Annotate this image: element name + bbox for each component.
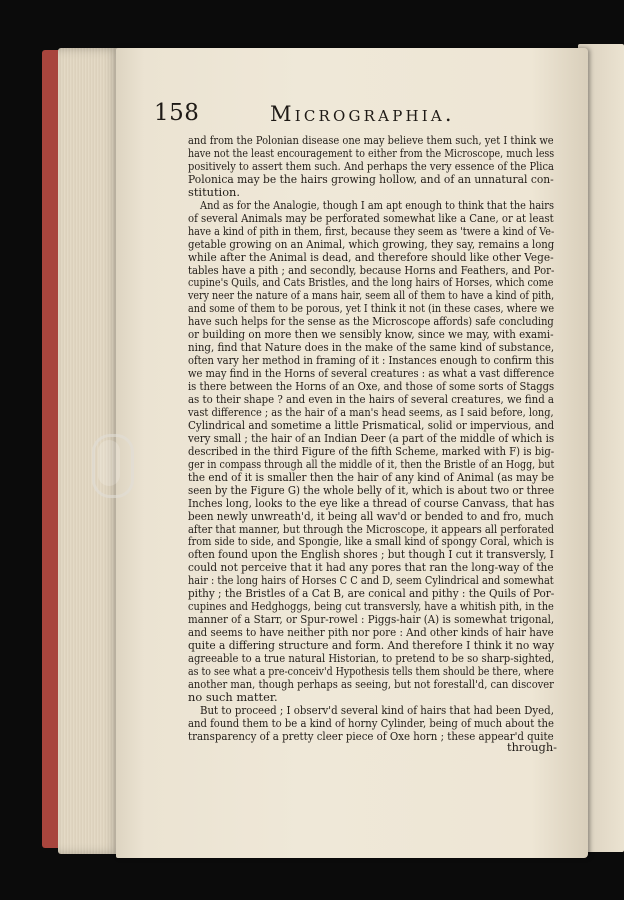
page-clip-glare (98, 440, 120, 486)
text-line: while after the Animal is dead, and therefore should like other Vege- (188, 249, 554, 264)
text-line: very neer the nature of a mans hair, seem all of them to have a kind of pith, (188, 288, 555, 303)
running-title: Micrographia. (270, 102, 455, 126)
text-line: agreeable to a true natural Historian, to pretend to be so sharp-sighted, (188, 651, 555, 665)
text-line: and found them to be a kind of horny Cylinder, being of much about the (188, 715, 554, 730)
text-line: from side to side, and Spongie, like a small kind of spongy Coral, which is (188, 534, 554, 549)
text-line: and some of them to be porous, yet I think it not (in these cases, where we (188, 301, 555, 316)
text-line: hair : the long hairs of Horses C C and D, seem Cylindrical and somewhat (188, 573, 554, 588)
text-line: stitution. (188, 184, 241, 199)
text-line: manner of a Starr, or Spur-rowel : Piggs-hair (A) is somewhat trigonal, (188, 612, 555, 627)
text-line: another man, though perhaps as seeing, but not forestall'd, can discover (188, 676, 554, 691)
text-line: very small ; the hair of an Indian Deer (a part of the middle of which is (188, 430, 555, 445)
text-line: is there between the Horns of an Oxe, and those of some sorts of Staggs (188, 379, 555, 394)
text-body (188, 132, 554, 760)
text-line: or building on more then we sensibly know, since we may, with exami- (188, 327, 554, 342)
text-line: we may find in the Horns of several creatures : as what a vast difference (188, 366, 555, 381)
text-line: quite a differing structure and form. And therefore I think it no way (188, 638, 555, 653)
text-line: after that manner, but through the Microscope, it appears all perforated (188, 521, 554, 536)
text-line: Polonica may be the hairs growing hollow, and of an unnatural con- (188, 171, 554, 186)
text-line: vast difference ; as the hair of a man's head seems, as I said before, long, (188, 404, 554, 419)
text-line: But to proceed ; I observ'd several kind of hairs that had been Dyed, (200, 702, 554, 717)
text-line: often found upon the English shores ; but though I cut it transversly, I (188, 547, 554, 562)
text-line: and from the Polonian disease one may believe them such, yet I think we (188, 133, 554, 147)
text-line: often vary her method in framing of it : Instances enough to confirm this (188, 353, 554, 368)
text-line: cupines and Hedghoggs, being cut transversly, have a whitish pith, in the (188, 599, 554, 614)
text-line: And as for the Analogie, though I am apt enough to think that the hairs (200, 197, 555, 212)
text-line: cupine's Quils, and Cats Bristles, and the long hairs of Horses, which come (188, 275, 554, 290)
text-line: described in the third Figure of the fifth Scheme, marked with F) is big- (188, 443, 555, 458)
catchword: through- (507, 740, 558, 754)
text-line: seen by the Figure G) the whole belly of it, which is about two or three (188, 482, 555, 497)
text-line: ger in compass through all the middle of it, then the Bristle of an Hogg, but (188, 456, 555, 471)
text-line: Inches long, looks to the eye like a thread of course Canvass, that has (188, 495, 555, 510)
text-line: could not perceive that it had any pores that ran the long-way of the (188, 560, 554, 575)
text-line: have such helps for the sense as the Microscope affords) safe concluding (188, 314, 554, 329)
text-line: of several Animals may be perforated somewhat like a Cane, or at least (188, 210, 554, 225)
text-line: have not the least encouragement to either from the Microscope, much less (188, 145, 555, 160)
text-line: Cylindrical and sometime a little Prismatical, solid or impervious, and (188, 417, 555, 432)
text-line: as to see what a pre-conceiv'd Hypothesis tells them should be there, where (188, 663, 554, 678)
text-line: getable growing on an Animal, which growing, they say, remains a long (188, 236, 555, 251)
text-line: tables have a pith ; and secondly, because Horns and Feathers, and Por- (188, 262, 555, 277)
text-line: and seems to have neither pith nor pore : And other kinds of hair have (188, 625, 554, 640)
text-line: no such matter. (188, 689, 278, 704)
page-number: 158 (154, 100, 200, 126)
text-line: pithy ; the Bristles of a Cat B, are conical and pithy : the Quils of Por- (188, 586, 555, 601)
text-line: the end of it is smaller then the hair of any kind of Animal (as may be (188, 469, 555, 484)
text-line: ning, find that Nature does in the make of the same kind of substance, (188, 340, 555, 355)
text-line: as to their shape ? and even in the hairs of several creatures, we find a (188, 392, 554, 406)
text-line: been newly unwreath'd, it being all wav'd or bended to and fro, much (188, 508, 554, 523)
text-line: transparency of a pretty cleer piece of Oxe horn ; these appear'd quite (188, 728, 554, 743)
page-header (154, 100, 550, 132)
text-line: positively to assert them such. And perhaps the very essence of the Plica (188, 158, 554, 173)
text-line: have a kind of pith in them, first, because they seem as 'twere a kind of Ve- (188, 223, 555, 238)
